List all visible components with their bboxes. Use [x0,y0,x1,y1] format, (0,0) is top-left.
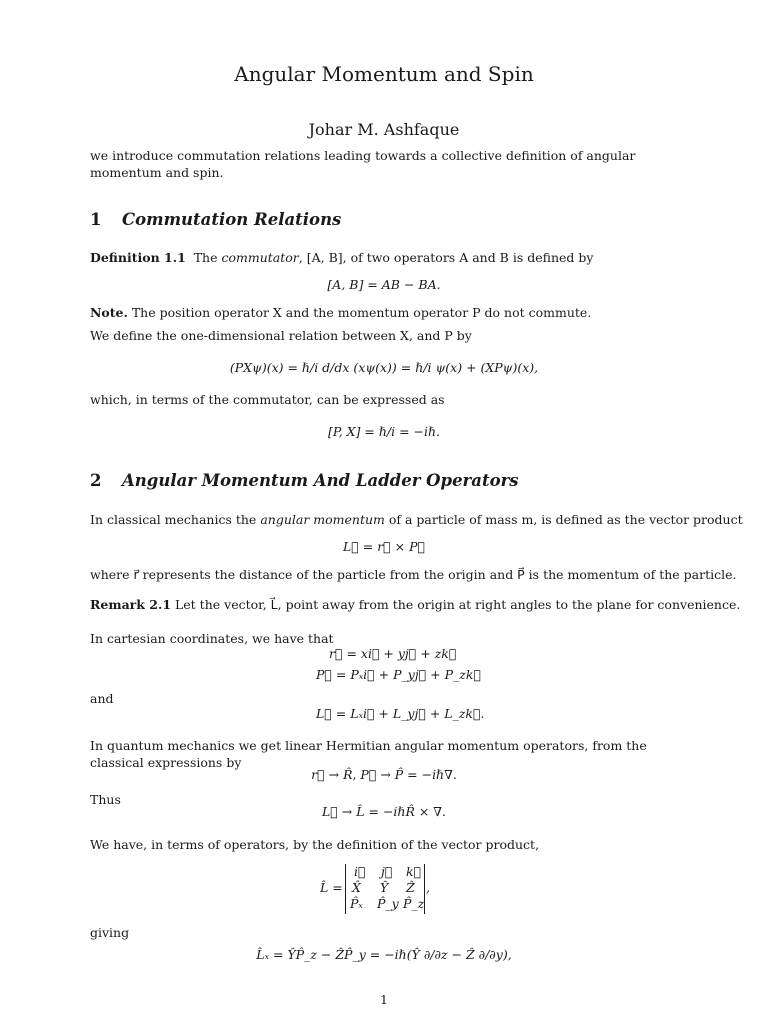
matrix-cell: k⃗ [406,864,422,879]
equation-lx: L̂ₓ = ŶP̂_z − ẐP̂_y = −iℏ(Ŷ ∂/∂z − Ẑ ∂/∂y), [256,947,512,962]
section-title: Angular Momentum And Ladder Operators [122,471,519,490]
define-line: We define the one-dimensional relation between X, and P by [90,328,472,343]
equation-determinant-end: , [426,880,430,895]
note-text: The position operator X and the momentum operator P do not commute. [127,305,592,320]
commutator-intro-line: which, in terms of the commutator, can be expressed as [90,392,445,407]
matrix-cell: i⃗ [354,864,366,879]
remark-label: Remark 2.1 [90,597,172,612]
equation-l-components: L⃗ = Lₓi⃗ + L_yj⃗ + L_zk⃗. [316,706,485,721]
note-line [90,305,591,320]
matrix-cell: j⃗ [381,864,393,879]
definition-label: Definition 1.1 [90,250,186,265]
cartesian-line: In cartesian coordinates, we have that [90,631,334,646]
matrix-cell: P̂_z [403,896,425,911]
and-line: and [90,691,114,706]
classical-term: angular momentum [260,512,385,527]
matrix-cell: P̂_y [377,896,399,911]
determinant-matrix [345,864,425,914]
equation-commutator: [A, B] = AB − BA. [327,277,441,292]
paper-title: Angular Momentum and Spin [234,62,534,86]
equation-p: P⃗ = Pₓi⃗ + P_yj⃗ + P_zk⃗ [316,667,481,682]
equation-l-cross: L⃗ = r⃗ × P⃗ [342,539,426,554]
definition-line [90,250,593,265]
quantum-paragraph: In quantum mechanics we get linear Hermitian angular momentum operators, from the classical expressions by [90,738,647,770]
equation-determinant-lhs: L̂ = [320,880,343,895]
classical-line [90,512,743,527]
classical-pre: In classical mechanics the [90,512,261,527]
definition-term: commutator [221,250,299,265]
thus-line: Thus [90,792,121,807]
note-label: Note. [90,305,128,320]
equation-px-commutator: [P, X] = ℏ/i = −iℏ. [327,424,441,439]
equation-r: r⃗ = xi⃗ + yj⃗ + zk⃗ [329,646,457,661]
section-heading-1 [90,210,341,229]
classical-post: of a particle of mass m, is defined as the vector product [384,512,743,527]
we-have-line: We have, in terms of operators, by the definition of the vector product, [90,837,540,852]
matrix-cell: Ŷ [380,880,389,895]
definition-pre: The [193,250,222,265]
matrix-cell: P̂ₓ [350,896,363,911]
section-number: 2 [90,471,102,490]
where-line: where r⃗ represents the distance of the particle from the origin and P⃗ is the momentum of the particle. [90,567,737,582]
equation-l-hat: L⃗ → L̂ = −iℏR̂ × ∇. [322,804,446,819]
page-number: 1 [380,992,388,1007]
remark-text: Let the vector, L⃗, point away from the origin at right angles to the plane for convenience. [171,597,741,612]
section-heading-2 [90,471,519,490]
section-title: Commutation Relations [122,210,342,229]
remark-line [90,597,740,612]
equation-pxpsi: (PXψ)(x) = ℏ/i d/dx (xψ(x)) = ℏ/i ψ(x) + (XPψ)(x), [229,360,539,375]
definition-post: , [A, B], of two operators A and B is defined by [298,250,594,265]
matrix-cell: X̂ [352,880,361,895]
matrix-cell: Ẑ [406,880,415,895]
equation-operator-map: r⃗ → R̂, P⃗ → P̂ = −iℏ∇. [311,767,457,782]
paper-author: Johar M. Ashfaque [308,120,460,139]
abstract: we introduce commutation relations leading towards a collective definition of angular momentum and spin. [90,148,636,180]
giving-line: giving [90,925,130,940]
section-number: 1 [90,210,102,229]
